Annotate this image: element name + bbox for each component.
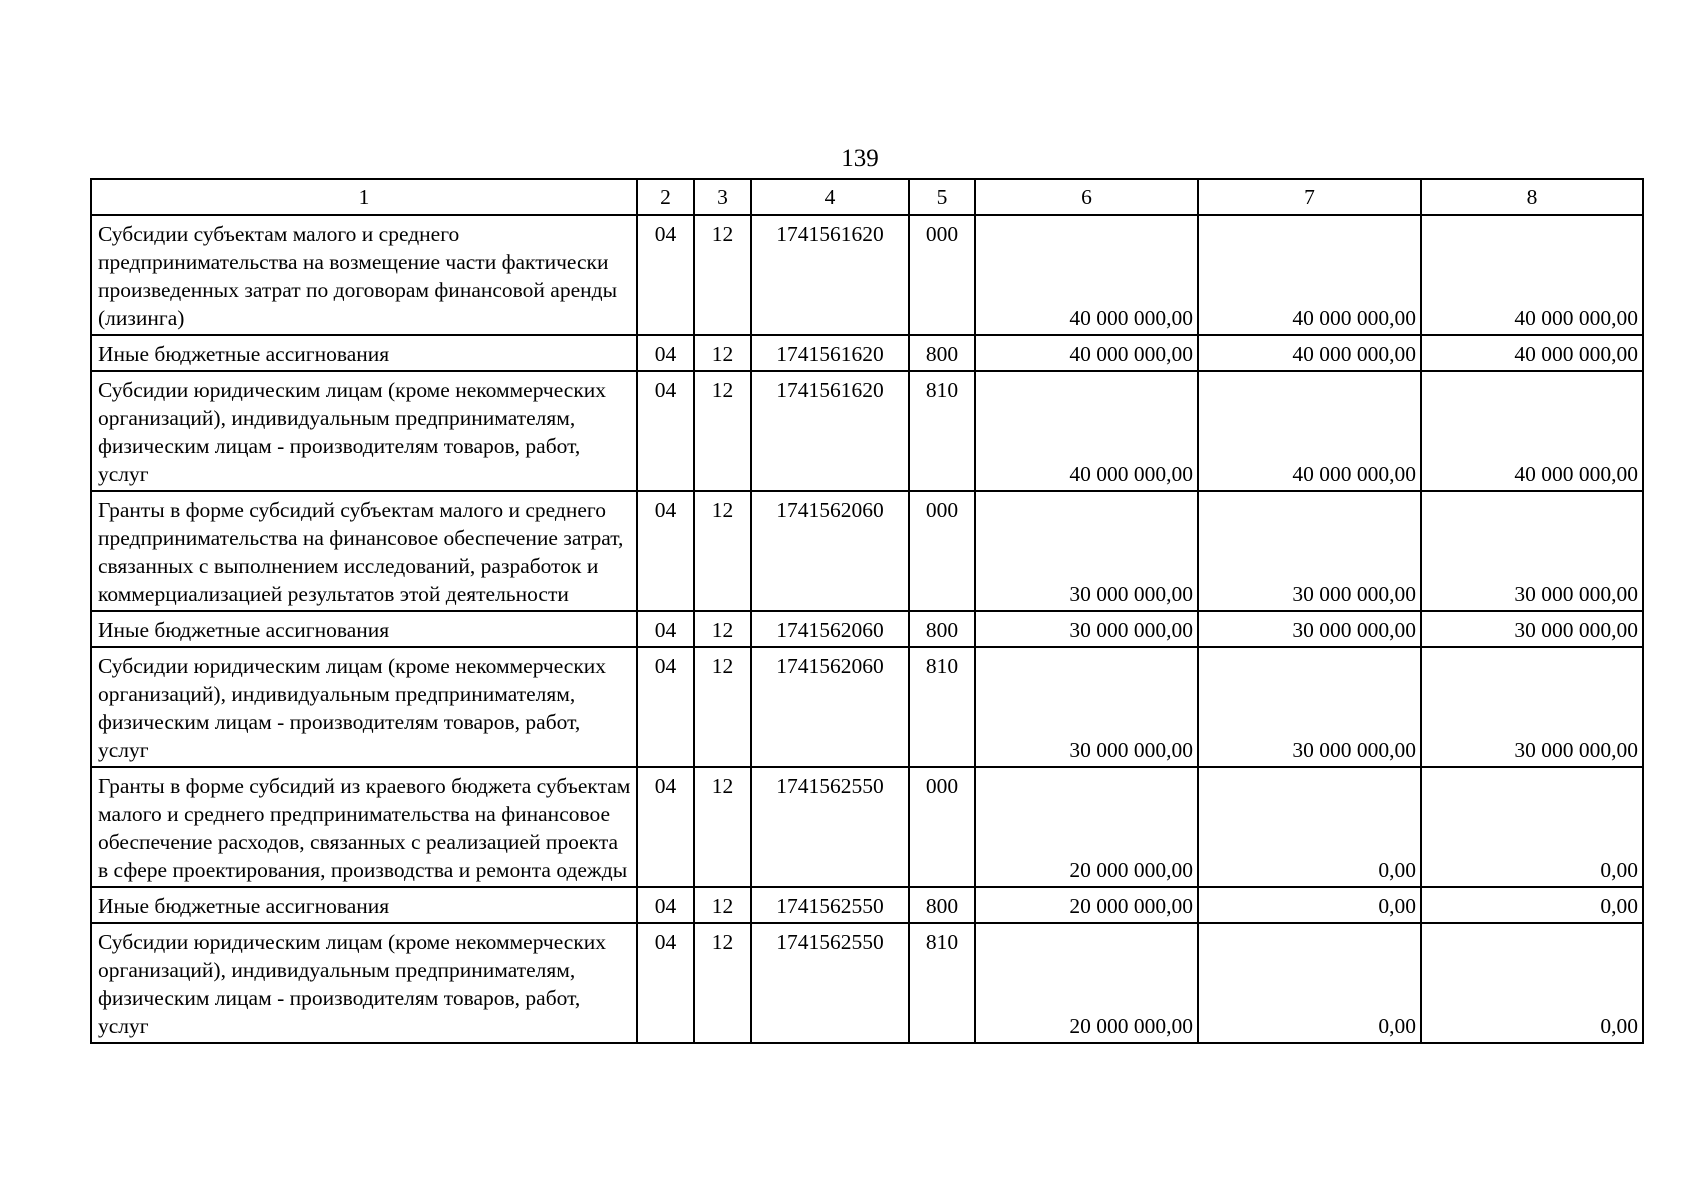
header-cell: 4 (751, 179, 909, 215)
target-code-cell: 1741562550 (751, 767, 909, 887)
amount-cell: 0,00 (1198, 923, 1421, 1043)
header-cell: 7 (1198, 179, 1421, 215)
page-number: 139 (841, 145, 879, 172)
table-row (91, 647, 1643, 767)
amount-cell: 0,00 (1421, 887, 1643, 923)
section-code-cell: 04 (637, 647, 694, 767)
amount-cell: 40 000 000,00 (975, 335, 1198, 371)
section-code-cell: 04 (637, 767, 694, 887)
subsection-code-cell: 12 (694, 887, 751, 923)
subsection-code-cell: 12 (694, 767, 751, 887)
amount-cell: 40 000 000,00 (1198, 215, 1421, 335)
target-code-cell: 1741561620 (751, 371, 909, 491)
header-cell: 1 (91, 179, 637, 215)
table-row (91, 371, 1643, 491)
subsection-code-cell: 12 (694, 215, 751, 335)
amount-cell: 20 000 000,00 (975, 767, 1198, 887)
expense-type-cell: 810 (909, 923, 975, 1043)
amount-cell: 30 000 000,00 (975, 647, 1198, 767)
amount-cell: 30 000 000,00 (1198, 491, 1421, 611)
section-code-cell: 04 (637, 611, 694, 647)
amount-cell: 30 000 000,00 (1421, 647, 1643, 767)
budget-table (90, 178, 1644, 1044)
section-code-cell: 04 (637, 371, 694, 491)
table-row (91, 611, 1643, 647)
row-name-cell: Иные бюджетные ассигнования (91, 887, 637, 923)
expense-type-cell: 000 (909, 215, 975, 335)
target-code-cell: 1741562060 (751, 647, 909, 767)
expense-type-cell: 800 (909, 335, 975, 371)
target-code-cell: 1741562550 (751, 923, 909, 1043)
amount-cell: 30 000 000,00 (1421, 611, 1643, 647)
amount-cell: 0,00 (1421, 767, 1643, 887)
subsection-code-cell: 12 (694, 611, 751, 647)
target-code-cell: 1741561620 (751, 215, 909, 335)
header-cell: 8 (1421, 179, 1643, 215)
expense-type-cell: 800 (909, 887, 975, 923)
row-name-cell: Субсидии юридическим лицам (кроме некоммерческих организаций), индивидуальным предпринимателям, физическим лицам - производителям товаров, работ, услуг (91, 923, 637, 1043)
amount-cell: 40 000 000,00 (975, 215, 1198, 335)
section-code-cell: 04 (637, 335, 694, 371)
amount-cell: 40 000 000,00 (1198, 371, 1421, 491)
table-header-row (91, 179, 1643, 215)
row-name-cell: Субсидии юридическим лицам (кроме некоммерческих организаций), индивидуальным предпринимателям, физическим лицам - производителям товаров, работ, услуг (91, 371, 637, 491)
amount-cell: 40 000 000,00 (1421, 371, 1643, 491)
amount-cell: 40 000 000,00 (975, 371, 1198, 491)
amount-cell: 0,00 (1198, 767, 1421, 887)
amount-cell: 30 000 000,00 (975, 611, 1198, 647)
subsection-code-cell: 12 (694, 923, 751, 1043)
amount-cell: 20 000 000,00 (975, 887, 1198, 923)
section-code-cell: 04 (637, 491, 694, 611)
amount-cell: 40 000 000,00 (1421, 215, 1643, 335)
amount-cell: 30 000 000,00 (1198, 611, 1421, 647)
amount-cell: 0,00 (1198, 887, 1421, 923)
target-code-cell: 1741562060 (751, 491, 909, 611)
row-name-cell: Субсидии субъектам малого и среднего предпринимательства на возмещение части фактически произведенных затрат по договорам финансовой аренды (лизинга) (91, 215, 637, 335)
subsection-code-cell: 12 (694, 335, 751, 371)
amount-cell: 40 000 000,00 (1421, 335, 1643, 371)
table-row (91, 767, 1643, 887)
amount-cell: 0,00 (1421, 923, 1643, 1043)
section-code-cell: 04 (637, 215, 694, 335)
table-row (91, 215, 1643, 335)
table-row (91, 923, 1643, 1043)
expense-type-cell: 000 (909, 767, 975, 887)
amount-cell: 30 000 000,00 (1421, 491, 1643, 611)
expense-type-cell: 810 (909, 371, 975, 491)
subsection-code-cell: 12 (694, 491, 751, 611)
row-name-cell: Гранты в форме субсидий субъектам малого и среднего предпринимательства на финансовое обеспечение затрат, связанных с выполнением исследований, разработок и коммерциализацией результатов этой деятельности (91, 491, 637, 611)
subsection-code-cell: 12 (694, 647, 751, 767)
amount-cell: 20 000 000,00 (975, 923, 1198, 1043)
header-cell: 6 (975, 179, 1198, 215)
expense-type-cell: 000 (909, 491, 975, 611)
amount-cell: 30 000 000,00 (1198, 647, 1421, 767)
amount-cell: 30 000 000,00 (975, 491, 1198, 611)
header-cell: 5 (909, 179, 975, 215)
table-body (91, 179, 1643, 1043)
section-code-cell: 04 (637, 923, 694, 1043)
table-row (91, 335, 1643, 371)
row-name-cell: Субсидии юридическим лицам (кроме некоммерческих организаций), индивидуальным предпринимателям, физическим лицам - производителям товаров, работ, услуг (91, 647, 637, 767)
row-name-cell: Иные бюджетные ассигнования (91, 335, 637, 371)
header-cell: 3 (694, 179, 751, 215)
amount-cell: 40 000 000,00 (1198, 335, 1421, 371)
table-row (91, 887, 1643, 923)
table-row (91, 491, 1643, 611)
expense-type-cell: 800 (909, 611, 975, 647)
target-code-cell: 1741561620 (751, 335, 909, 371)
target-code-cell: 1741562550 (751, 887, 909, 923)
row-name-cell: Иные бюджетные ассигнования (91, 611, 637, 647)
row-name-cell: Гранты в форме субсидий из краевого бюджета субъектам малого и среднего предпринимательства на финансовое обеспечение расходов, связанных с реализацией проекта в сфере проектирования, производства и ремонта одежды (91, 767, 637, 887)
target-code-cell: 1741562060 (751, 611, 909, 647)
expense-type-cell: 810 (909, 647, 975, 767)
section-code-cell: 04 (637, 887, 694, 923)
header-cell: 2 (637, 179, 694, 215)
subsection-code-cell: 12 (694, 371, 751, 491)
